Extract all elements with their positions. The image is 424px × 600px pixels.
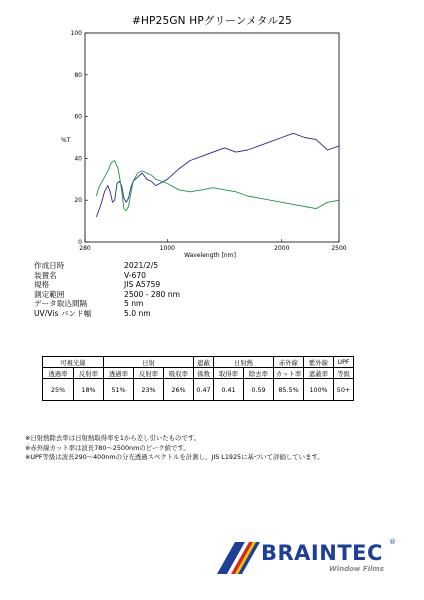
table-group-header: 日射: [104, 357, 194, 368]
y-tick-label: 0: [78, 239, 82, 246]
table-group-header: 赤外線: [274, 357, 304, 368]
table-group-header: UPF: [334, 357, 354, 368]
table-group-row: [43, 357, 354, 368]
table-cell: 0.47: [194, 379, 214, 401]
table-cell: 25%: [43, 379, 74, 401]
meta-row: [34, 280, 180, 290]
measurement-info: [34, 261, 180, 319]
x-tick-label: 2500: [331, 245, 347, 252]
performance-table: [42, 356, 354, 401]
meta-row: [34, 290, 180, 300]
meta-value: 2021/2/5: [124, 261, 159, 270]
table-subheader: 反射率: [134, 368, 164, 379]
meta-value: 5.0 nm: [124, 308, 151, 318]
table-cell: 0.41: [214, 379, 244, 401]
footnote: ※UPF等級は波長290～400nmの分光透過スペクトルを計測し、JIS L1925に基づいて評価しています。: [25, 453, 324, 462]
meta-value: JIS A5759: [124, 280, 161, 290]
table-subheader: 等級: [334, 368, 354, 379]
y-tick-label: 100: [70, 30, 82, 37]
table-value-row: [43, 379, 354, 401]
table-cell: 26%: [164, 379, 194, 401]
y-tick-label: 40: [74, 155, 82, 163]
meta-key: UV/Vis バンド幅: [34, 308, 92, 318]
x-axis-label: Wavelength [nm]: [184, 252, 236, 259]
page-title: #HP25GN HPグリーンメタル25: [131, 15, 293, 27]
table-cell: 85.5%: [274, 379, 304, 401]
table-subheader: 反射率: [74, 368, 104, 379]
meta-row: [34, 261, 180, 271]
meta-value: 2500 - 280 nm: [124, 289, 181, 299]
registered-mark: ®: [389, 538, 396, 546]
meta-key: 規格: [34, 280, 50, 290]
meta-row: [34, 309, 180, 319]
footnotes: [25, 434, 324, 463]
meta-key: 装置名: [34, 270, 57, 280]
table-subheader: 取得率: [214, 368, 244, 379]
brand-tagline: Window Films: [329, 565, 384, 573]
series-lines: [96, 133, 339, 217]
table-subheader: 除去率: [244, 368, 274, 379]
plot-frame: [85, 33, 339, 242]
table-cell: 0.59: [244, 379, 274, 401]
table-group-header: 紫外線: [304, 357, 334, 368]
table-subheader: 透過率: [43, 368, 74, 379]
braintec-logo: [205, 532, 410, 582]
table-cell: 50+: [334, 379, 354, 401]
series-line-2: [96, 161, 339, 211]
table-subheader: カット率: [274, 368, 304, 379]
y-tick-label: 80: [74, 71, 82, 79]
table-subheader: 吸収率: [164, 368, 194, 379]
y-tick-label: 60: [74, 113, 82, 121]
table-cell: 51%: [104, 379, 134, 401]
meta-value: 5 nm: [124, 299, 144, 309]
series-line-1: [96, 133, 339, 217]
logo-mark-icon: [205, 532, 261, 582]
meta-key: データ取込間隔: [34, 299, 88, 309]
y-tick-label: 20: [74, 197, 82, 205]
plot-border: [85, 33, 339, 242]
table-subheader: 遮蔽率: [304, 368, 334, 379]
table-subheader: 透過率: [104, 368, 134, 379]
meta-row: [34, 299, 180, 309]
table-sub-row: [43, 368, 354, 379]
y-axis-label: %T: [61, 137, 71, 144]
table-cell: 100%: [304, 379, 334, 401]
table-group-header: 可視光線: [43, 357, 104, 368]
table-subheader: 係数: [194, 368, 214, 379]
table-group-header: 遮蔽: [194, 357, 214, 368]
transmission-chart: [0, 0, 424, 265]
meta-key: 測定範囲: [34, 289, 65, 299]
meta-value: V-670: [124, 270, 146, 280]
footnote: ※赤外線カット率は波長780～2500nmのピーク値です。: [25, 443, 190, 452]
x-tick-label: 2000: [274, 245, 290, 252]
table-group-header: 日射熱: [214, 357, 274, 368]
table-cell: 18%: [74, 379, 104, 401]
footnote: ※日射熱除去率は日射熱取得率を1から差し引いたものです。: [25, 434, 201, 442]
meta-row: [34, 271, 180, 281]
brand-name: BRAINTEC: [261, 541, 383, 565]
meta-key: 作成日時: [34, 261, 65, 270]
table-cell: 23%: [134, 379, 164, 401]
x-tick-label: 280: [79, 245, 91, 252]
x-tick-label: 1000: [159, 245, 176, 252]
axis-ticks: [71, 30, 347, 252]
